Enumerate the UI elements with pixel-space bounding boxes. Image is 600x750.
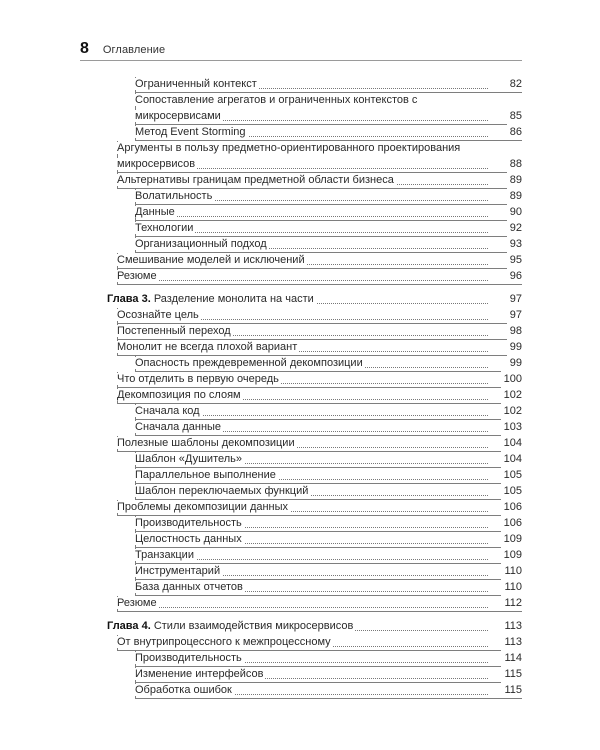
- toc-entry-title: Шаблон «Душитель»: [135, 453, 243, 465]
- toc-entry-title: Изменение интерфейсов: [135, 668, 264, 680]
- page-header: [80, 40, 522, 61]
- toc-chapter-3[interactable]: [107, 292, 522, 308]
- toc-entry-title: Технологии: [135, 222, 194, 234]
- toc-entry[interactable]: [117, 269, 522, 285]
- toc-entry-title: Резюме: [117, 597, 157, 609]
- toc-entry[interactable]: [135, 468, 522, 484]
- toc-entry[interactable]: [135, 93, 522, 125]
- toc-entry-page: 92: [507, 220, 522, 236]
- toc-entry[interactable]: [117, 388, 522, 404]
- toc-entry-page: 106: [501, 499, 522, 515]
- toc-entry[interactable]: [135, 532, 522, 548]
- toc-entry[interactable]: [135, 189, 522, 205]
- toc-entry-title: Обработка ошибок: [135, 684, 232, 696]
- chapter-title: Стили взаимодействия микросервисов: [153, 620, 354, 632]
- page-number: 8: [80, 40, 89, 57]
- toc-entry[interactable]: [135, 404, 522, 420]
- toc-entry[interactable]: [117, 500, 522, 516]
- toc-entry-title: Смешивание моделей и исключений: [117, 254, 305, 266]
- toc-entry[interactable]: [117, 141, 522, 173]
- toc-entry-page: 112: [501, 595, 522, 611]
- toc-entry-page: 113: [501, 618, 522, 634]
- chapter-title: Разделение монолита на части: [153, 293, 314, 305]
- toc-entry[interactable]: [117, 340, 522, 356]
- toc-entry-page: 106: [501, 515, 522, 531]
- toc-entry-page: 104: [501, 451, 522, 467]
- toc-entry[interactable]: [135, 237, 522, 253]
- toc-entry-page: 89: [507, 172, 522, 188]
- toc-entry-title: Что отделить в первую очередь: [117, 373, 279, 385]
- toc-entry-page: 93: [507, 236, 522, 252]
- toc-entry-page: 100: [501, 371, 522, 387]
- toc-entry-page: 115: [501, 666, 522, 682]
- toc-entry-page: 103: [501, 419, 522, 435]
- toc-entry-page: 105: [501, 467, 522, 483]
- toc-entry-title: Резюме: [117, 270, 157, 282]
- toc-entry[interactable]: [135, 516, 522, 532]
- toc-entry[interactable]: [135, 125, 522, 141]
- toc-entry[interactable]: [135, 452, 522, 468]
- toc-entry[interactable]: [135, 651, 522, 667]
- toc-entry-page: 102: [501, 403, 522, 419]
- toc-entry[interactable]: [117, 436, 522, 452]
- chapter-label: Глава 3.: [107, 293, 151, 305]
- toc-entry[interactable]: [117, 308, 522, 324]
- toc-entry-title: Сначала код: [135, 405, 200, 417]
- toc-entry-title: От внутрипроцессного к межпроцессному: [117, 636, 331, 648]
- toc-entry-page: 99: [507, 355, 522, 371]
- toc-entry[interactable]: [135, 667, 522, 683]
- toc-entry-page: 95: [507, 252, 522, 268]
- toc-entry-page: 97: [507, 291, 522, 307]
- toc-entry-title: Альтернативы границам предметной области бизнеса: [117, 174, 394, 186]
- toc-entry-title: Аргументы в пользу предметно-ориентированного проектирования микросервисов: [117, 142, 461, 170]
- toc-entry-page: 102: [501, 387, 522, 403]
- toc-entry[interactable]: [135, 205, 522, 221]
- toc-entry[interactable]: [135, 548, 522, 564]
- table-of-contents: [107, 77, 522, 699]
- toc-entry-title: Параллельное выполнение: [135, 469, 276, 481]
- toc-entry-title: Данные: [135, 206, 175, 218]
- toc-entry-page: 113: [501, 634, 522, 650]
- toc-entry-title: Метод Event Storming: [135, 126, 246, 138]
- toc-entry-page: 89: [507, 188, 522, 204]
- toc-entry[interactable]: [135, 564, 522, 580]
- toc-entry-title: Сопоставление агрегатов и ограниченных контекстов с микросервисами: [135, 94, 418, 122]
- toc-entry-title: Постепенный переход: [117, 325, 231, 337]
- toc-entry-title: Проблемы декомпозиции данных: [117, 501, 289, 513]
- toc-entry-title: Декомпозиция по слоям: [117, 389, 241, 401]
- toc-entry[interactable]: [135, 77, 522, 93]
- toc-entry[interactable]: [117, 635, 522, 651]
- toc-entry[interactable]: [135, 420, 522, 436]
- toc-entry-page: 114: [501, 650, 522, 666]
- toc-entry-title: Полезные шаблоны декомпозиции: [117, 437, 295, 449]
- toc-entry-title: Осознайте цель: [117, 309, 199, 321]
- toc-entry-title: Ограниченный контекст: [135, 78, 257, 90]
- toc-entry-page: 110: [501, 579, 522, 595]
- toc-entry-page: 98: [507, 323, 522, 339]
- toc-entry-page: 109: [501, 531, 522, 547]
- toc-entry-page: 97: [507, 307, 522, 323]
- toc-entry-page: 88: [507, 156, 522, 172]
- toc-entry-page: 109: [501, 547, 522, 563]
- toc-entry[interactable]: [117, 324, 522, 340]
- toc-entry-title: Целостность данных: [135, 533, 242, 545]
- toc-entry-title: База данных отчетов: [135, 581, 243, 593]
- toc-entry[interactable]: [135, 683, 522, 699]
- toc-entry[interactable]: [135, 484, 522, 500]
- toc-entry-title: Волатильность: [135, 190, 213, 202]
- toc-entry-page: 96: [507, 268, 522, 284]
- toc-chapter-4[interactable]: [107, 619, 522, 635]
- toc-entry-title: Сначала данные: [135, 421, 222, 433]
- toc-entry-page: 82: [507, 76, 522, 92]
- chapter-label: Глава 4.: [107, 620, 151, 632]
- toc-entry-title: Транзакции: [135, 549, 194, 561]
- toc-entry-title: Опасность преждевременной декомпозиции: [135, 357, 363, 369]
- toc-entry[interactable]: [135, 356, 522, 372]
- toc-entry[interactable]: [117, 596, 522, 612]
- toc-entry-title: Производительность: [135, 517, 242, 529]
- toc-entry-page: 99: [507, 339, 522, 355]
- toc-entry[interactable]: [117, 372, 522, 388]
- toc-entry-title: Организационный подход: [135, 238, 267, 250]
- toc-entry-title: Монолит не всегда плохой вариант: [117, 341, 298, 353]
- toc-entry-page: 110: [501, 563, 522, 579]
- toc-entry-page: 85: [507, 108, 522, 124]
- toc-entry-page: 104: [501, 435, 522, 451]
- toc-entry-page: 86: [507, 124, 522, 140]
- toc-entry[interactable]: [117, 173, 522, 189]
- header-title: Оглавление: [102, 44, 166, 56]
- toc-entry-title: Производительность: [135, 652, 242, 664]
- toc-entry-page: 115: [501, 682, 522, 698]
- toc-entry-title: Шаблон переключаемых функций: [135, 485, 309, 497]
- toc-entry-title: Инструментарий: [135, 565, 221, 577]
- toc-entry[interactable]: [135, 221, 522, 237]
- toc-entry[interactable]: [117, 253, 522, 269]
- toc-entry-page: 105: [501, 483, 522, 499]
- toc-entry[interactable]: [135, 580, 522, 596]
- toc-entry-page: 90: [507, 204, 522, 220]
